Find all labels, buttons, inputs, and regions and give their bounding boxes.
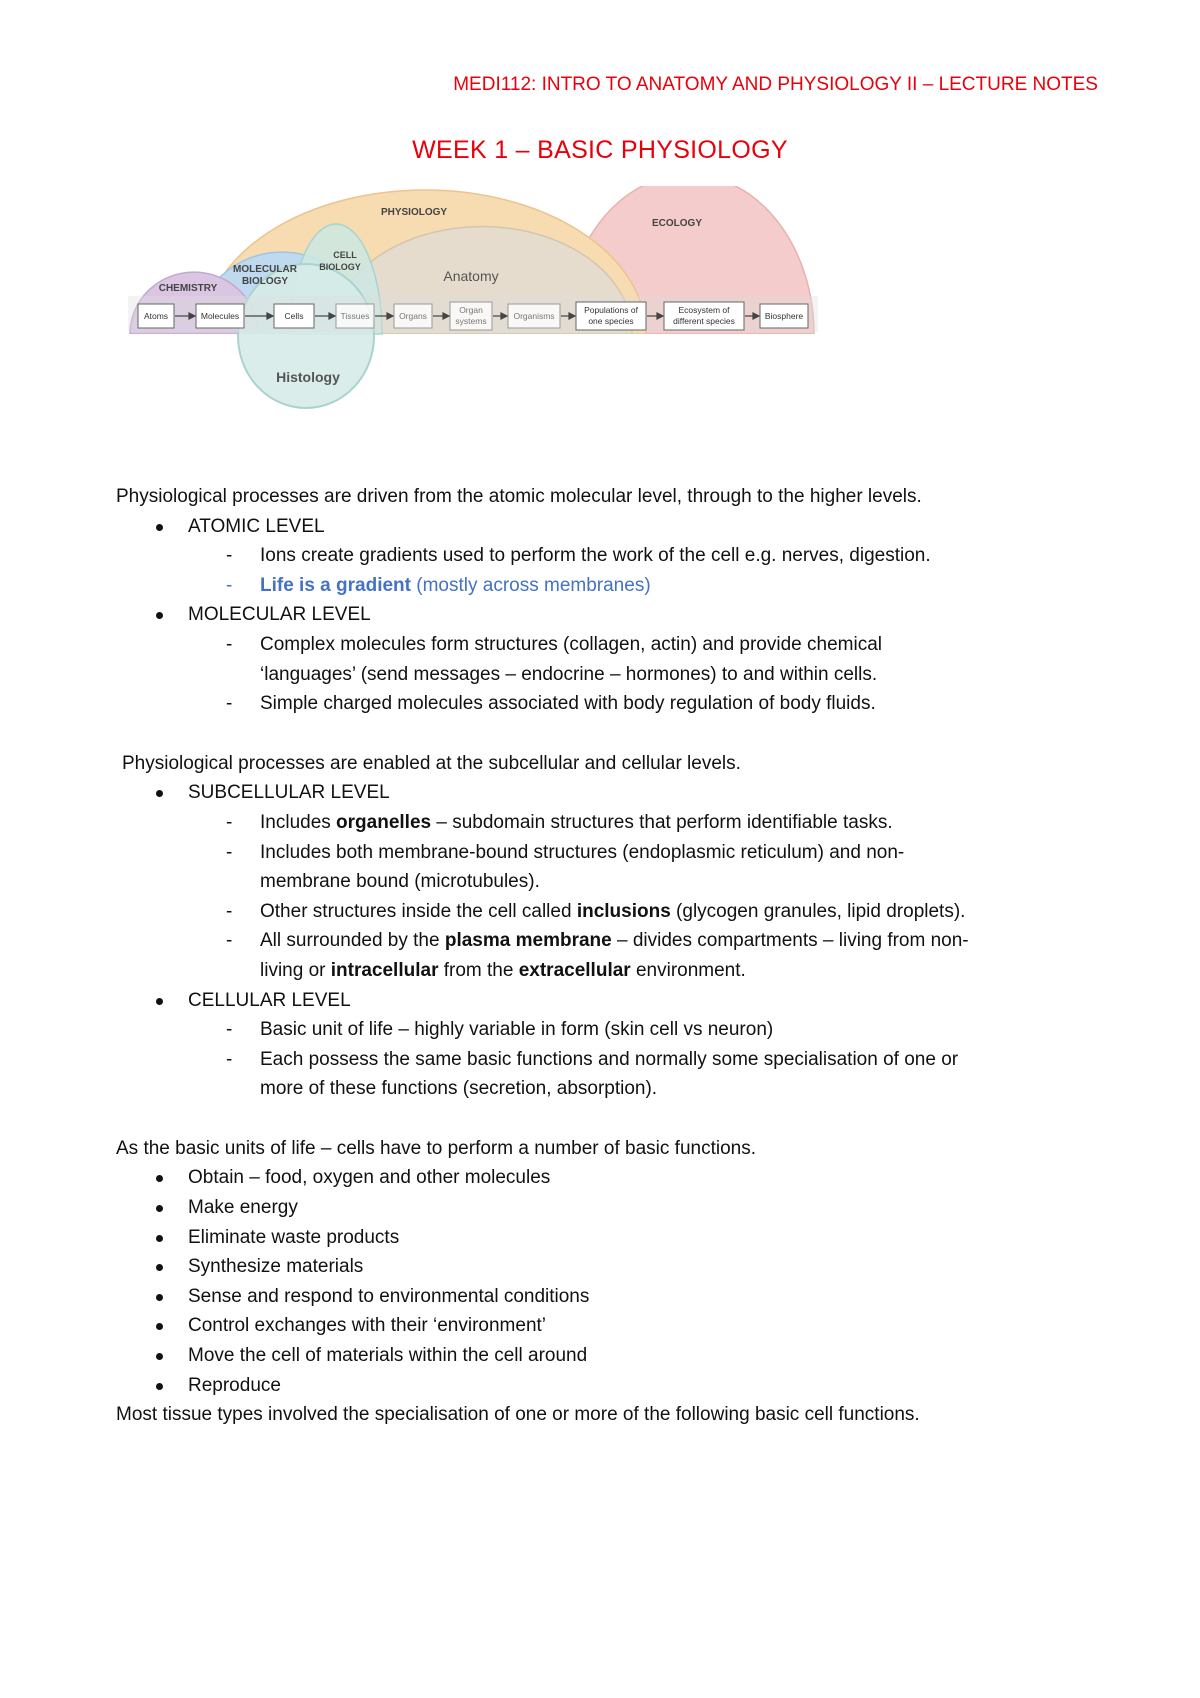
box-molecules-label: Molecules (200, 311, 240, 321)
week-title: WEEK 1 – BASIC PHYSIOLOGY (412, 136, 788, 164)
atomic-point-1-text: Ions create gradients used to perform the work of the cell e.g. nerves, digestion. (260, 545, 931, 567)
section2-list (116, 778, 1106, 1104)
box-organ-systems-label-2: systems (455, 316, 487, 326)
subcellular-level-heading: SUBCELLULAR LEVEL (188, 782, 390, 804)
subcellular-point-1-c: – subdomain structures that perform identifiable tasks. (431, 811, 893, 833)
cellular-level-item (116, 986, 1106, 1104)
atomic-level-heading: ATOMIC LEVEL (188, 515, 325, 537)
subcellular-point-4 (116, 926, 1106, 985)
molecular-point-1-line2: ‘languages’ (send messages – endocrine – hormones) to and within cells. (260, 663, 878, 685)
box-ecosystem-label-2: different species (673, 316, 735, 326)
molecular-point-2-text: Simple charged molecules associated with body regulation of body fluids. (260, 693, 876, 715)
ecology-label: ECOLOGY (651, 218, 703, 229)
atomic-point-2-rest: (mostly across membranes) (410, 574, 651, 596)
cellular-point-1 (116, 1015, 1106, 1045)
box-organs-label: Organs (399, 311, 427, 321)
basic-functions-list (116, 1163, 1106, 1400)
molecular-point-1 (116, 630, 1106, 689)
function-item: Synthesize materials (116, 1252, 1106, 1282)
box-cells-label: Cells (284, 311, 304, 321)
box-populations-label-1: Populations of (584, 305, 638, 315)
box-atoms-label: Atoms (143, 311, 169, 321)
atomic-point-2 (116, 571, 1106, 601)
box-organ-systems-label-1: Organ (459, 305, 483, 315)
function-item: Reproduce (116, 1371, 1106, 1401)
subcellular-point-1 (116, 808, 1106, 838)
molecular-point-1-line1: Complex molecules form structures (collagen, actin) and provide chemical (260, 633, 882, 655)
subcellular-point-4-c: – divides compartments – living from non- (611, 930, 969, 952)
subcellular-point-3-a: Other structures inside the cell called (260, 900, 577, 922)
level-boxes (138, 302, 808, 330)
organelles-term: organelles (336, 811, 432, 833)
cellular-point-2-line2: more of these functions (secretion, absorption). (260, 1078, 658, 1100)
subcellular-point-2 (116, 838, 1106, 897)
molecular-biology-label-1: MOLECULAR (233, 264, 297, 275)
levels-of-organization-diagram (124, 186, 824, 452)
box-populations-label-2: one species (588, 316, 634, 326)
subcellular-point-3 (116, 897, 1106, 927)
molecular-biology-label-2: BIOLOGY (241, 276, 289, 287)
box-tissues-label: Tissues (340, 311, 370, 321)
section1-list (116, 512, 1106, 719)
function-item: Move the cell of materials within the cell around (116, 1341, 1106, 1371)
inclusions-term: inclusions (576, 900, 671, 922)
section1-intro: Physiological processes are driven from the atomic molecular level, through to the higher levels. (116, 486, 922, 507)
box-biosphere-label: Biosphere (764, 311, 804, 321)
intracellular-term: intracellular (330, 959, 439, 981)
function-item: Control exchanges with their ‘environment’ (116, 1311, 1106, 1341)
cellular-point-2-line1: Each possess the same basic functions and normally some specialisation of one or (260, 1048, 959, 1070)
function-item: Obtain – food, oxygen and other molecules (116, 1163, 1106, 1193)
atomic-point-1 (116, 541, 1106, 571)
lecture-notes-body (116, 482, 1106, 1430)
function-item: Make energy (116, 1193, 1106, 1223)
extracellular-term: extracellular (518, 959, 631, 981)
subcellular-point-2-line2: membrane bound (microtubules). (260, 871, 540, 893)
cell-biology-label-1: CELL (333, 250, 357, 260)
section2-intro: Physiological processes are enabled at the subcellular and cellular levels. (122, 752, 741, 774)
anatomy-label: Anatomy (443, 268, 499, 284)
function-item: Eliminate waste products (116, 1223, 1106, 1253)
section3-intro: As the basic units of life – cells have to perform a number of basic functions. (116, 1137, 756, 1159)
atomic-level-item (116, 512, 1106, 601)
subcellular-point-4-f: from the (438, 959, 519, 981)
subcellular-point-4-d: living or (260, 959, 331, 981)
molecular-point-2 (116, 689, 1106, 719)
plasma-membrane-term: plasma membrane (444, 930, 612, 952)
section3-closing: Most tissue types involved the specialisation of one or more of the following basic cell functions. (116, 1404, 920, 1426)
atomic-point-2-bold: Life is a gradient (260, 574, 411, 596)
box-organisms-label: Organisms (513, 311, 555, 321)
box-ecosystem-label-1: Ecosystem of (678, 305, 730, 315)
cellular-point-2 (116, 1045, 1106, 1104)
chemistry-label: CHEMISTRY (158, 283, 218, 294)
subcellular-point-3-c: (glycogen granules, lipid droplets). (670, 900, 966, 922)
molecular-level-heading: MOLECULAR LEVEL (188, 604, 371, 626)
physiology-label: PHYSIOLOGY (380, 207, 448, 218)
subcellular-point-1-a: Includes (260, 811, 337, 833)
function-item: Sense and respond to environmental conditions (116, 1282, 1106, 1312)
histology-label: Histology (276, 369, 340, 385)
subcellular-level-item (116, 778, 1106, 985)
course-title: MEDI112: INTRO TO ANATOMY AND PHYSIOLOGY II – LECTURE NOTES (453, 74, 1098, 95)
subcellular-point-4-a: All surrounded by the (260, 930, 445, 952)
cellular-level-heading: CELLULAR LEVEL (188, 989, 351, 1011)
subcellular-point-4-h: environment. (630, 959, 746, 981)
molecular-level-item (116, 600, 1106, 718)
subcellular-point-2-line1: Includes both membrane-bound structures (endoplasmic reticulum) and non- (260, 841, 905, 863)
cellular-point-1-text: Basic unit of life – highly variable in form (skin cell vs neuron) (260, 1019, 774, 1041)
cell-biology-label-2: BIOLOGY (319, 262, 361, 272)
